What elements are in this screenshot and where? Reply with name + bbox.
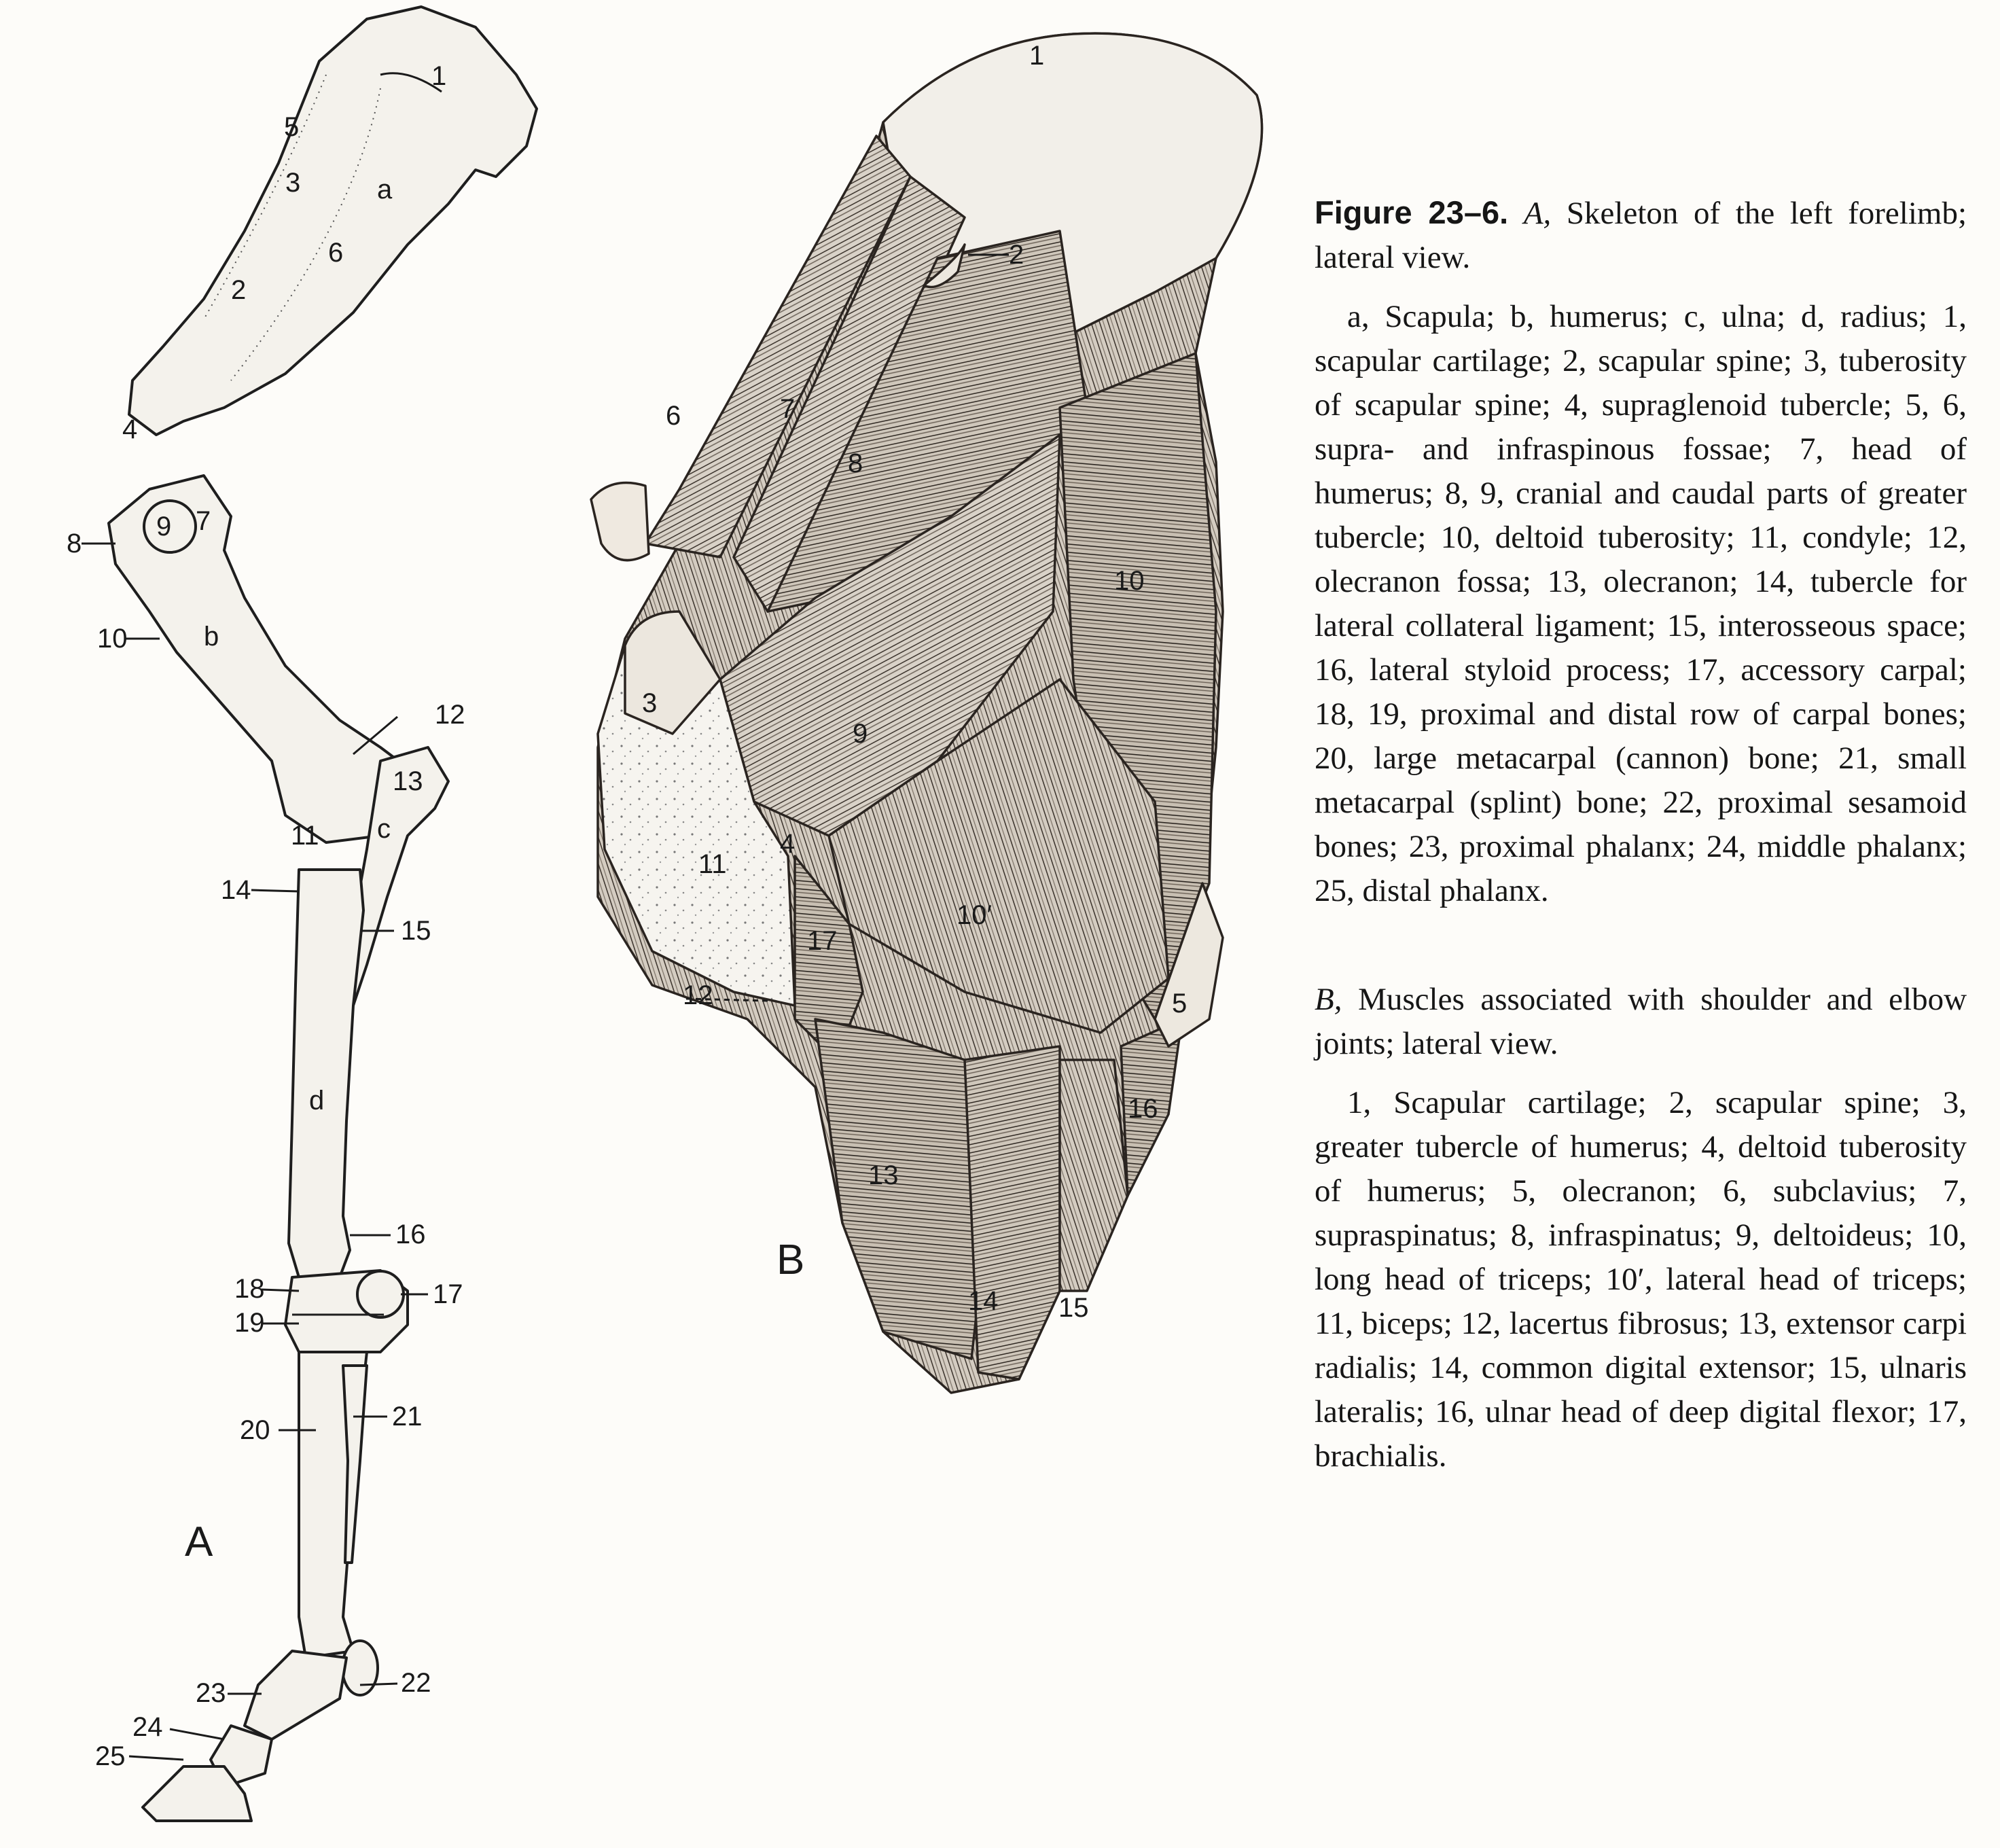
- label-a-4: 4: [122, 414, 138, 444]
- label-a-11: 11: [291, 821, 319, 851]
- label-b-3: 3: [642, 688, 658, 718]
- muscle-panel: [591, 33, 1262, 1393]
- caption-b-legend: 1, Scapular cartilage; 2, scapular spine; 3, greater tubercle of humerus; 4, deltoid tuberosity of humerus; 5, olecranon; 6, subclavius; 7, supraspinatus; 8, infraspinatus; 9, deltoideus; 10, long head of triceps; 10′, lateral head of triceps; 11, biceps; 12, lacertus fibrosus; 13, extensor carpi radialis; 14, common digital extensor; 15, ulnaris lateralis; 16, ulnar head of deep digital flexor; 17, brachialis.: [1315, 1085, 1967, 1474]
- label-b-15: 15: [1058, 1293, 1089, 1323]
- label-a-6: 6: [328, 238, 344, 268]
- label-a-22: 22: [401, 1668, 431, 1698]
- panel-b-letter: B: [776, 1237, 805, 1283]
- label-b-1: 1: [1029, 41, 1045, 71]
- caption-a-letter: A,: [1523, 196, 1552, 231]
- label-a-20: 20: [240, 1415, 270, 1445]
- label-b-11: 11: [698, 849, 727, 879]
- label-a-16: 16: [395, 1220, 426, 1249]
- label-a-15: 15: [401, 916, 431, 946]
- label-a-18: 18: [234, 1274, 265, 1304]
- radius: [289, 870, 363, 1277]
- label-a-14: 14: [221, 875, 251, 905]
- label-b-12: 12: [683, 980, 713, 1010]
- label-a-12: 12: [435, 700, 465, 730]
- label-b-17: 17: [807, 926, 838, 956]
- label-a-23: 23: [196, 1678, 226, 1708]
- caption-b-heading: [1315, 978, 1967, 1066]
- label-a-19: 19: [234, 1308, 265, 1338]
- caption-b-letter: B,: [1315, 982, 1342, 1017]
- label-a-17: 17: [433, 1279, 463, 1309]
- label-a-10: 10: [97, 624, 128, 654]
- caption-b-title: Muscles associated with shoulder and elbow joints; lateral view.: [1315, 982, 1967, 1061]
- muscle-extensor-carpi: [815, 1019, 985, 1359]
- label-a-c: c: [377, 814, 391, 844]
- panel-a-letter: A: [185, 1518, 213, 1565]
- label-a-24: 24: [132, 1712, 163, 1742]
- label-a-1: 1: [431, 61, 447, 91]
- label-b-10p: 10′: [957, 900, 992, 930]
- label-a-8: 8: [67, 529, 82, 558]
- label-a-2: 2: [231, 275, 247, 305]
- label-a-d: d: [309, 1086, 325, 1116]
- label-a-5: 5: [284, 112, 300, 142]
- label-b-6: 6: [666, 401, 681, 431]
- muscle-digital-extensor: [965, 1046, 1060, 1379]
- label-b-14: 14: [968, 1286, 999, 1316]
- label-a-a: a: [377, 175, 393, 205]
- splint-bone: [343, 1366, 367, 1563]
- muscle-ulnaris: [1060, 1060, 1128, 1291]
- label-a-7: 7: [196, 506, 211, 536]
- label-b-10: 10: [1114, 566, 1145, 596]
- label-a-21: 21: [392, 1402, 423, 1432]
- label-b-13: 13: [868, 1160, 899, 1190]
- label-a-25: 25: [95, 1741, 126, 1771]
- figure-caption: [1315, 190, 1967, 1493]
- label-b-4: 4: [780, 829, 796, 859]
- label-b-5: 5: [1172, 989, 1188, 1018]
- label-b-8: 8: [848, 448, 863, 478]
- scapula: [129, 7, 537, 435]
- label-b-9: 9: [853, 719, 868, 749]
- caption-a-title: Skeleton of the left forelimb; lateral view.: [1315, 196, 1967, 275]
- caption-a-heading: [1315, 190, 1967, 280]
- skeleton-panel: [67, 7, 537, 1821]
- label-a-13: 13: [393, 766, 423, 796]
- sesamoid: [342, 1641, 378, 1695]
- figure-number: Figure 23–6.: [1315, 194, 1509, 230]
- label-b-16: 16: [1128, 1094, 1158, 1124]
- caption-a-legend: a, Scapula; b, humerus; c, ulna; d, radius; 1, scapular cartilage; 2, scapular spine; 3, tuberosity of scapular spine; 4, supraglenoid tubercle; 5, 6, supra- and infraspinous fossae; 7, head of humerus; 8, 9, cranial and caudal parts of greater tubercle; 10, deltoid tuberosity; 11, condyle; 12, olecranon fossa; 13, olecranon; 14, tubercle for lateral collateral ligament; 15, interosseous space; 16, lateral styloid process; 17, accessory carpal; 18, 19, proximal and distal row of carpal bones; 20, large metacarpal (cannon) bone; 21, small metacarpal (splint) bone; 22, proximal sesamoid bones; 23, proximal phalanx; 24, middle phalanx; 25, distal phalanx.: [1315, 299, 1967, 908]
- label-a-3: 3: [285, 168, 301, 198]
- label-b-2: 2: [1009, 240, 1024, 270]
- label-b-7: 7: [780, 394, 796, 424]
- label-a-b: b: [204, 622, 219, 652]
- label-a-9: 9: [156, 512, 172, 541]
- proximal-phalanx: [245, 1651, 346, 1739]
